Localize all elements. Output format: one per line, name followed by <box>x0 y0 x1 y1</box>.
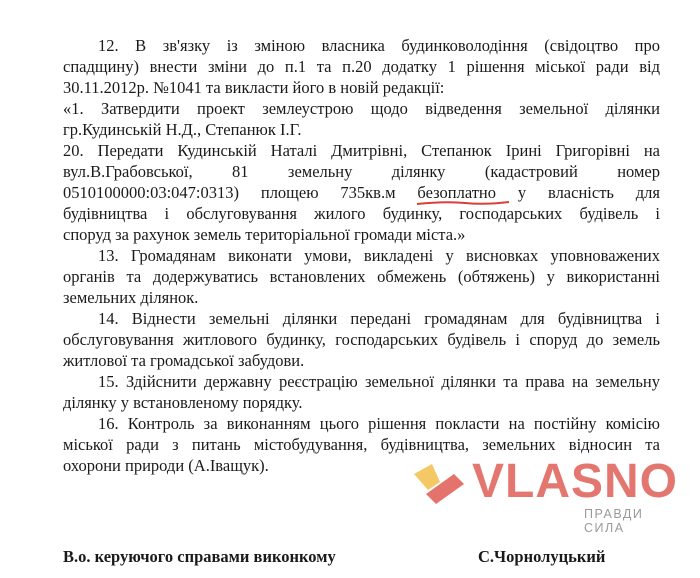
signature-name: С.Чорнолуцький <box>478 547 606 566</box>
paragraph-16-line-3: охорони природи (А.Іващук). <box>63 456 269 475</box>
paragraph-14-line-1: 14. Віднести земельні ділянки передані громадянам для будівництва і <box>98 309 660 328</box>
amendment-1-line-2: гр.Кудинській Н.Д., Степанюк І.Г. <box>63 120 302 139</box>
amendment-20-line-3-start: 0510100000:03:047:0313) площею 735кв.м <box>63 183 396 202</box>
signature-position: В.о. керуючого справами виконкому <box>63 547 336 566</box>
paragraph-12-line-1: 12. В зв'язку із зміною власника будинковолодіння (свідоцтво про <box>98 36 660 55</box>
paragraph-15-line-1: 15. Здійснити державну реєстрацію земельної ділянки та права на земельну <box>98 372 660 391</box>
underlined-word-text: безоплатно <box>417 183 497 202</box>
paragraph-13-line-3: земельних ділянок. <box>63 288 199 307</box>
paragraph-16-line-2: міської ради з питань містобудування, будівництва, земельних відносин та <box>63 435 660 454</box>
paragraph-14-line-3: житлової та громадської забудови. <box>63 351 305 370</box>
paragraph-12-line-3: 30.11.2012р. №1041 та викласти його в новій редакції: <box>63 78 445 97</box>
vlasno-watermark <box>410 454 680 535</box>
underlined-word <box>417 184 496 202</box>
amendment-20-line-3-end: у власність для <box>517 183 661 202</box>
paragraph-13-line-2: органів та додержуватись встановлених обмежень (обтяжень) у використанні <box>63 267 660 286</box>
amendment-20-line-2: вул.В.Грабовської, 81 земельну ділянку (кадастровий номер <box>63 162 660 181</box>
paragraph-16-line-1: 16. Контроль за виконанням цього рішення покласти на постійну комісію <box>98 414 660 433</box>
vlasno-logo-wordmark: VLASNO <box>472 455 679 508</box>
amendment-20-line-4: будівництва і обслуговування жилого будинку, господарських будівель і <box>63 204 660 223</box>
amendment-20-line-3 <box>63 184 660 202</box>
paragraph-13-line-1: 13. Громадянам виконати умови, викладені у висновках уповноважених <box>98 246 660 265</box>
amendment-1-line-1: «1. Затвердити проект землеустрою щодо відведення земельної ділянки <box>63 99 660 118</box>
paragraph-12-line-2: спадщину) внести зміни до п.1 та п.20 додатку 1 рішення міської ради від <box>63 57 660 76</box>
vlasno-logo-tagline: ПРАВДИ СИЛА <box>584 507 644 535</box>
paragraph-14-line-2: обслуговування житлового будинку, господарських будівель і споруд до земель <box>63 330 660 349</box>
amendment-20-line-1: 20. Передати Кудинській Наталі Дмитрівні, Степанюк Ірині Григорівні на <box>63 141 660 160</box>
amendment-20-line-5: споруд за рахунок земель територіальної громади міста.» <box>63 225 466 244</box>
vlasno-logo-icon <box>410 460 470 510</box>
paragraph-15-line-2: ділянку у встановленому порядку. <box>63 393 303 412</box>
